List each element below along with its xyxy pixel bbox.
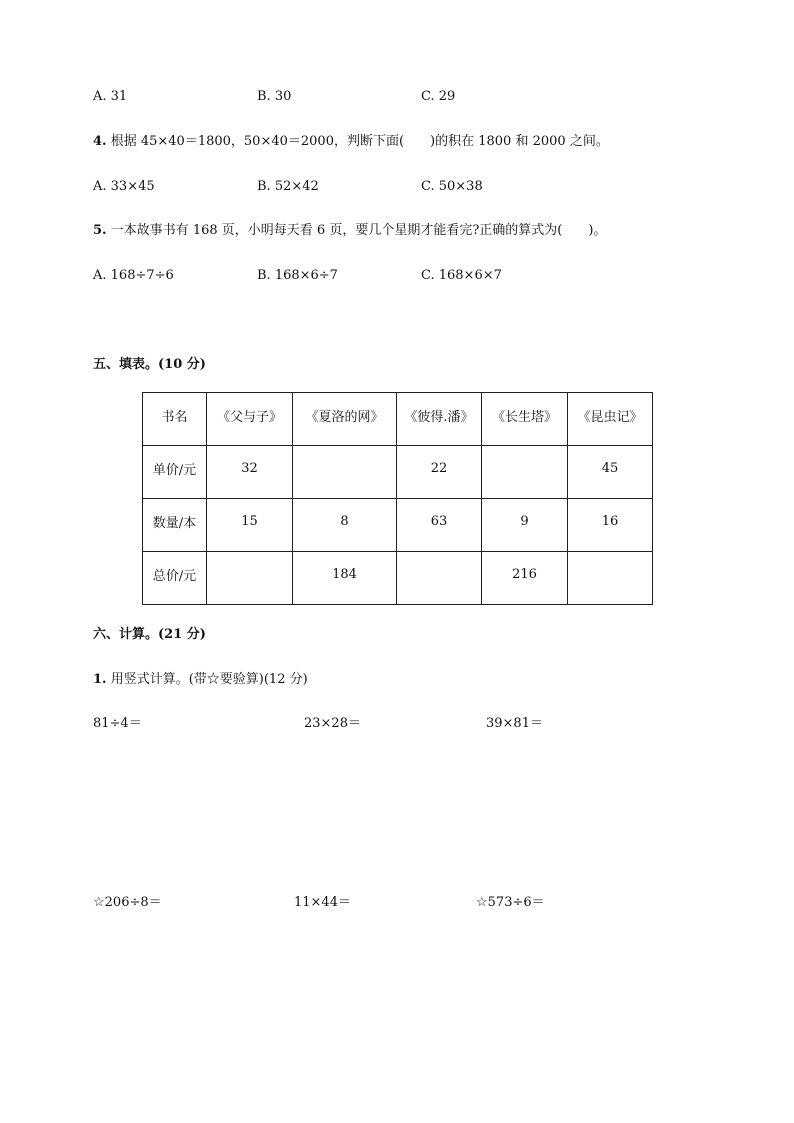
- table-cell: 216: [482, 552, 568, 605]
- q5-option-b: B. 168×6÷7: [257, 268, 338, 283]
- q3-option-a: A. 31: [93, 89, 128, 104]
- calc-problem: ☆573÷6＝: [476, 895, 545, 910]
- q3-option-c: C. 29: [421, 89, 456, 104]
- table-row: [143, 499, 653, 552]
- table-cell-blank[interactable]: [293, 446, 397, 499]
- table-row: [143, 393, 653, 446]
- table-cell: 45: [568, 446, 653, 499]
- table-cell: 《长生塔》: [482, 393, 568, 446]
- table-cell: 32: [207, 446, 293, 499]
- table-cell: 总价/元: [143, 552, 207, 605]
- q5-option-a: A. 168÷7÷6: [93, 268, 174, 283]
- table-cell-blank[interactable]: [568, 552, 653, 605]
- table-cell: 《昆虫记》: [568, 393, 653, 446]
- q3-option-b: B. 30: [257, 89, 292, 104]
- book-price-table: [142, 392, 653, 605]
- table-cell: 《夏洛的网》: [293, 393, 397, 446]
- table-cell-blank[interactable]: [207, 552, 293, 605]
- section-5-title: 五、填表。(10 分): [93, 357, 206, 372]
- table-cell: 9: [482, 499, 568, 552]
- question-4: [93, 134, 609, 150]
- q4-option-c: C. 50×38: [421, 179, 483, 194]
- table-cell-blank[interactable]: [482, 446, 568, 499]
- calc-problem: 11×44＝: [294, 895, 351, 910]
- table-cell: 数量/本: [143, 499, 207, 552]
- q5-option-c: C. 168×6×7: [421, 268, 502, 283]
- table-cell: 《父与子》: [207, 393, 293, 446]
- table-row: [143, 446, 653, 499]
- question-5-number: 5.: [93, 223, 107, 238]
- section-6-question-1: [93, 672, 308, 688]
- question-4-number: 4.: [93, 134, 107, 149]
- section-6-question-1-number: 1.: [93, 672, 107, 687]
- calc-problem: 81÷4＝: [93, 716, 142, 731]
- question-5-text: 一本故事书有 168 页，小明每天看 6 页，要几个星期才能看完?正确的算式为( )。: [110, 223, 607, 238]
- q4-option-b: B. 52×42: [257, 179, 319, 194]
- calc-problem: 23×28＝: [304, 716, 361, 731]
- section-6-title: 六、计算。(21 分): [93, 627, 206, 642]
- table-cell: 单价/元: [143, 446, 207, 499]
- table-cell: 8: [293, 499, 397, 552]
- table-cell-blank[interactable]: [397, 552, 482, 605]
- table-cell: 16: [568, 499, 653, 552]
- section-6-question-1-text: 用竖式计算。(带☆要验算)(12 分): [110, 672, 308, 687]
- table-cell: 书名: [143, 393, 207, 446]
- question-4-text: 根据 45×40＝1800，50×40＝2000，判断下面( )的积在 1800 和 2000 之间。: [110, 134, 609, 149]
- calc-problem: ☆206÷8＝: [93, 895, 162, 910]
- calc-problem: 39×81＝: [486, 716, 543, 731]
- table-cell: 22: [397, 446, 482, 499]
- table-cell: 《彼得.潘》: [397, 393, 482, 446]
- q4-option-a: A. 33×45: [93, 179, 155, 194]
- question-5: [93, 223, 606, 239]
- table-row: [143, 552, 653, 605]
- table-cell: 15: [207, 499, 293, 552]
- table-cell: 63: [397, 499, 482, 552]
- table-cell: 184: [293, 552, 397, 605]
